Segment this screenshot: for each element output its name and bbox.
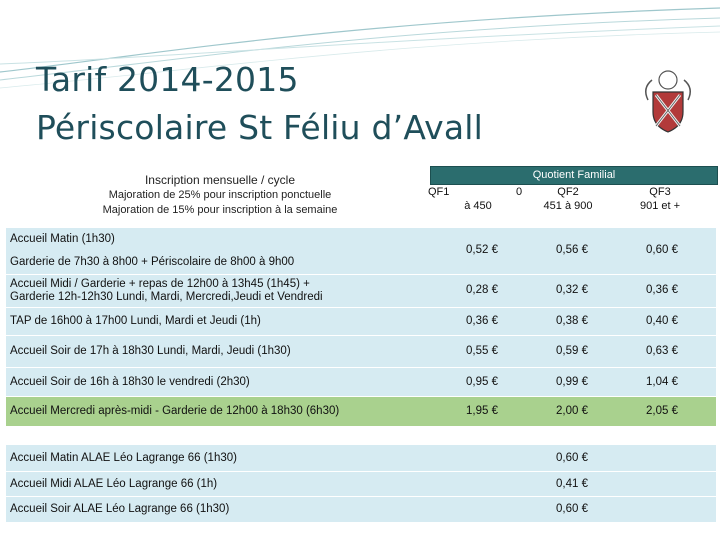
alae-price: 0,60 € <box>556 503 588 515</box>
table-row <box>6 308 716 336</box>
page-title: Tarif 2014-2015 <box>36 60 299 99</box>
price-qf2: 0,38 € <box>556 315 588 327</box>
qf3-range: 901 et + <box>639 200 681 212</box>
row-sublabel: Garderie de 7h30 à 8h00 + Périscolaire de 8h00 à 9h00 <box>10 256 295 268</box>
table-row <box>6 368 716 397</box>
price-qf1: 0,28 € <box>466 284 498 296</box>
price-qf3: 0,60 € <box>646 244 678 256</box>
price-qf1: 0,55 € <box>466 345 498 357</box>
coat-of-arms-icon <box>638 66 698 136</box>
price-qf3: 1,04 € <box>646 376 678 388</box>
price-qf1: 0,95 € <box>466 376 498 388</box>
qf1-zero-heading <box>514 185 524 227</box>
qf1-range-heading <box>438 185 518 227</box>
alae-price: 0,41 € <box>556 478 588 490</box>
qf2-label: QF2 <box>557 186 579 198</box>
price-qf1: 0,52 € <box>466 244 498 256</box>
table-row <box>6 336 716 368</box>
majoration-25: Majoration de 25% pour inscription ponctuelle <box>108 189 332 201</box>
price-qf3: 0,40 € <box>646 315 678 327</box>
alae-row <box>6 472 716 497</box>
price-qf2: 2,00 € <box>556 405 588 417</box>
price-qf1: 0,36 € <box>466 315 498 327</box>
alae-row <box>6 445 716 472</box>
price-qf2: 0,56 € <box>556 244 588 256</box>
inscription-title: Inscription mensuelle / cycle <box>144 173 296 187</box>
qf1-label: QF1 <box>428 186 450 198</box>
alae-label: Accueil Matin ALAE Léo Lagrange 66 (1h30) <box>10 452 237 464</box>
row-sublabel: Garderie 12h-12h30 Lundi, Mardi, Mercredi,Jeudi et Vendredi <box>10 291 323 303</box>
qf2-range: 451 à 900 <box>543 200 593 212</box>
row-label: Accueil Mercredi après-midi - Garderie de 12h00 à 18h30 (6h30) <box>10 405 340 417</box>
price-qf2: 0,99 € <box>556 376 588 388</box>
price-qf1: 1,95 € <box>466 405 498 417</box>
row-label: Accueil Midi / Garderie + repas de 12h00 à 13h45 (1h45) + <box>10 278 310 290</box>
price-qf3: 2,05 € <box>646 405 678 417</box>
inscription-header <box>10 173 430 217</box>
alae-price: 0,60 € <box>556 452 588 464</box>
table-row <box>6 275 716 308</box>
qf1-zero: 0 <box>515 186 523 198</box>
quotient-familial-header: Quotient Familial <box>430 166 718 185</box>
price-qf2: 0,59 € <box>556 345 588 357</box>
row-label: Accueil Soir de 16h à 18h30 le vendredi (2h30) <box>10 376 250 388</box>
qf2-heading <box>528 185 608 227</box>
alae-label: Accueil Midi ALAE Léo Lagrange 66 (1h) <box>10 478 218 490</box>
row-label: Accueil Soir de 17h à 18h30 Lundi, Mardi, Jeudi (1h30) <box>10 345 291 357</box>
page-subtitle: Périscolaire St Féliu d’Avall <box>36 108 484 147</box>
row-label: Accueil Matin (1h30) <box>10 233 115 245</box>
table-row <box>6 397 716 427</box>
qf3-heading <box>620 185 700 227</box>
row-label: TAP de 16h00 à 17h00 Lundi, Mardi et Jeudi (1h) <box>10 315 261 327</box>
price-qf3: 0,63 € <box>646 345 678 357</box>
price-qf3: 0,36 € <box>646 284 678 296</box>
qf1-range: à 450 <box>464 200 492 212</box>
qf3-label: QF3 <box>649 186 671 198</box>
majoration-15: Majoration de 15% pour inscription à la semaine <box>102 204 338 216</box>
price-qf2: 0,32 € <box>556 284 588 296</box>
alae-row <box>6 497 716 523</box>
table-row <box>6 228 716 275</box>
alae-label: Accueil Soir ALAE Léo Lagrange 66 (1h30) <box>10 503 230 515</box>
